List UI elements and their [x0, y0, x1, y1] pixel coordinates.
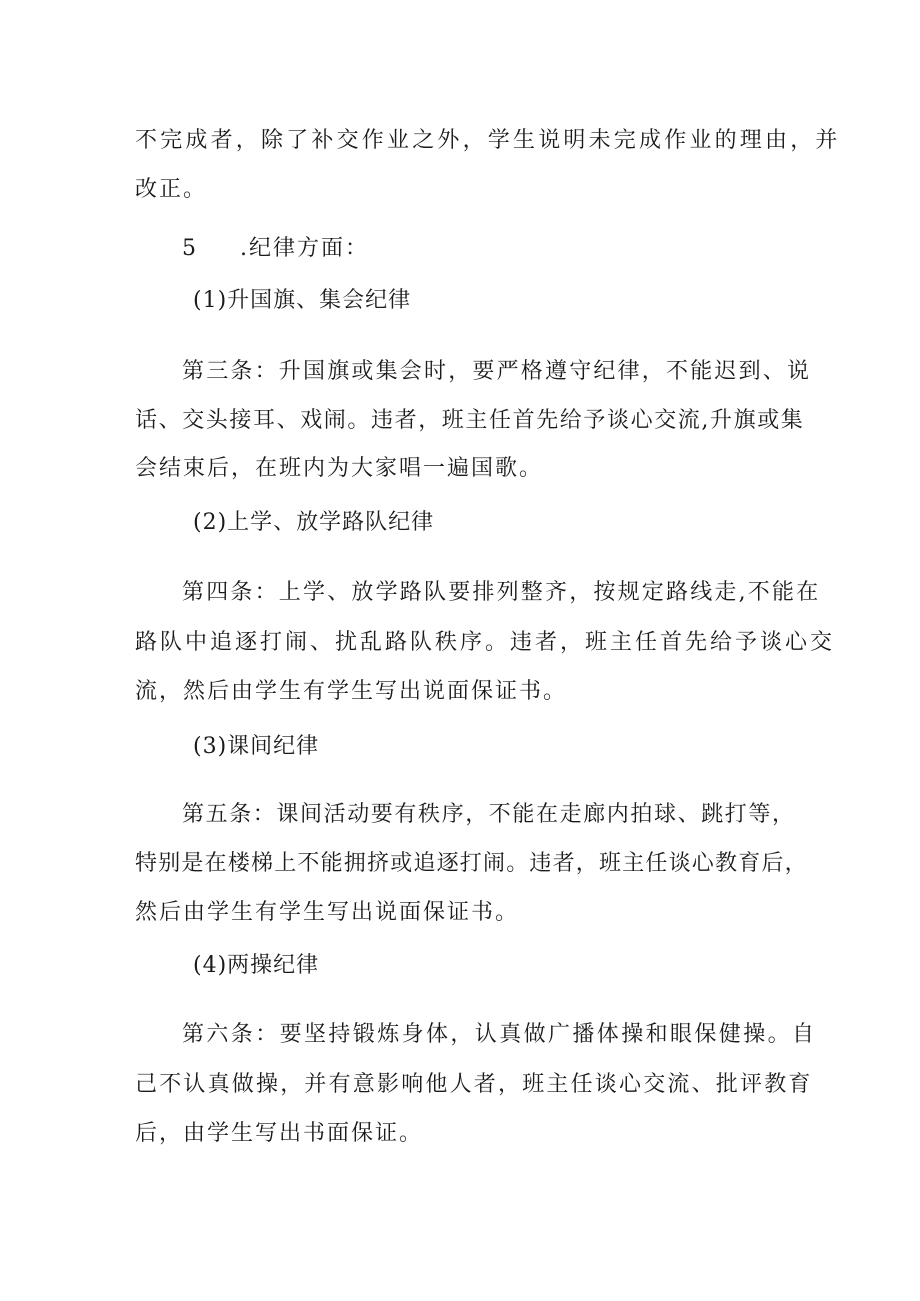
paragraph-line: 特别是在楼梯上不能拥挤或追逐打闹。违者，班主任谈心教育后，	[135, 851, 808, 876]
paragraph-line: 第三条：升国旗或集会时，要严格遵守纪律，不能迟到、说	[182, 359, 812, 384]
paragraph-line: 第六条：要坚持锻炼身体，认真做广播体操和眼保健操。自	[182, 1022, 817, 1047]
subsection-title: (3)课间纪律	[193, 734, 320, 759]
subsection-title: (2)上学、放学路队纪律	[193, 510, 435, 535]
paragraph-line: 流，然后由学生有学生写出说面保证书。	[135, 679, 568, 704]
paragraph-line: 然后由学生有学生写出说面保证书。	[135, 900, 520, 925]
paragraph-line: 会结束后，在班内为大家唱一遍国歌。	[135, 456, 544, 481]
paragraph-line: 话、交头接耳、戏闹。违者，班主任首先给予谈心交流,升旗或集	[135, 408, 805, 433]
paragraph-line: 第五条：课间活动要有秩序，不能在走廊内拍球、跳打等，	[182, 802, 796, 827]
subsection-title: (1)升国旗、集会纪律	[193, 288, 412, 313]
section-title: .纪律方面：	[240, 236, 369, 261]
subsection-title: (4)两操纪律	[193, 953, 320, 978]
paragraph-line: 路队中追逐打闹、扰乱路队秩序。违者，班主任首先给予谈心交	[135, 630, 836, 655]
paragraph-line: 不完成者，除了补交作业之外，学生说明未完成作业的理由，并	[135, 128, 841, 153]
paragraph-line: 后，由学生写出书面保证。	[135, 1121, 424, 1146]
paragraph-line: 第四条：上学、放学路队要排列整齐，按规定路线走,不能在	[182, 580, 821, 605]
paragraph-line: 改正。	[135, 177, 208, 202]
paragraph-line: 己不认真做操，并有意影响他人者，班主任谈心交流、批评教育	[135, 1072, 813, 1097]
section-number: 5	[182, 236, 198, 261]
